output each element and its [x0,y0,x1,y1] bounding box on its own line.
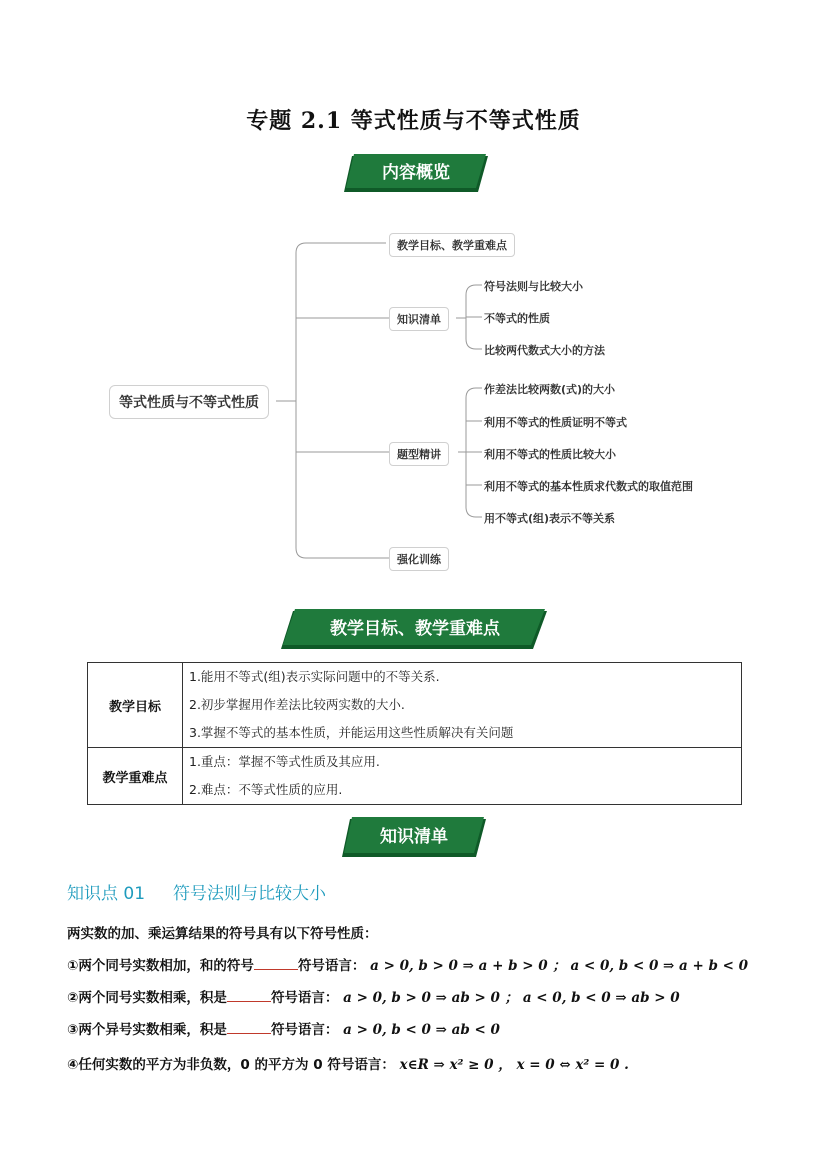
content-item [67,1018,500,1038]
mindmap-branch-problems: 题型精讲 [389,442,449,466]
fill-blank[interactable] [227,1021,271,1034]
content-item-label: 符号语言： [297,958,366,974]
objective-line: 2.初步掌握用作差法比较两实数的大小. [189,697,405,712]
mindmap-leaf: 比较两代数式大小的方法 [484,344,605,357]
knowledge-point-title: 符号法则与比较大小 [173,884,327,904]
content-item [67,986,680,1006]
table-content-cell [183,663,742,748]
math-expression: x∈R ⇒ x² ≥ 0 ， x = 0 ⇔ x² = 0 . [399,1057,629,1073]
mindmap-leaf: 利用不等式的基本性质求代数式的取值范围 [484,480,693,493]
content-item-label: 符号语言： [270,990,339,1006]
objective-line: 1.能用不等式(组)表示实际问题中的不等关系. [189,669,440,684]
knowledge-point-number: 知识点 01 [67,884,146,904]
math-expression: a > 0, b > 0 ⇒ a + b > 0 ； a < 0, b < 0 ⇒ a + b < 0 [370,958,749,974]
table-row [88,748,742,805]
content-item-text: ④任何实数的平方为非负数，0 的平方为 0 符号语言： [67,1057,395,1073]
content-item-text: ①两个同号实数相加，和的符号 [67,958,254,974]
content-item-label: 符号语言： [270,1022,339,1038]
content-item [67,954,748,974]
table-content-cell [183,748,742,805]
content-item-text: ③两个异号实数相乘，积是 [67,1022,227,1038]
mindmap-leaf: 不等式的性质 [484,312,550,325]
mindmap-branch-knowledge: 知识清单 [389,307,449,331]
mindmap-root: 等式性质与不等式性质 [109,385,269,419]
math-expression: a > 0, b < 0 ⇒ ab < 0 [343,1022,500,1038]
objective-line: 3.掌握不等式的基本性质，并能运用这些性质解决有关问题 [189,725,514,740]
objective-line: 2.难点：不等式性质的应用. [189,782,343,797]
page-title: 专题 2.1 等式性质与不等式性质 [246,108,581,134]
mindmap-leaf: 用不等式(组)表示不等关系 [484,512,616,525]
table-row [88,663,742,748]
math-expression: a > 0, b > 0 ⇒ ab > 0 ； a < 0, b < 0 ⇒ ab > 0 [343,990,680,1006]
banner-knowledge [342,817,488,857]
fill-blank[interactable] [254,957,298,970]
mindmap-leaf: 利用不等式的性质证明不等式 [484,416,627,429]
mindmap-branch-training: 强化训练 [389,547,449,571]
mindmap-leaf: 利用不等式的性质比较大小 [484,448,616,461]
banner-knowledge-shape [342,817,488,859]
content-item-text: ②两个同号实数相乘，积是 [67,990,227,1006]
mindmap-leaf: 作差法比较两数(式)的大小 [484,383,616,396]
content-item [67,1053,629,1073]
content-intro: 两实数的加、乘运算结果的符号具有以下符号性质： [67,926,378,942]
fill-blank[interactable] [227,989,271,1002]
mindmap-branch-objectives: 教学目标、教学重难点 [389,233,515,257]
objective-line: 1.重点：掌握不等式性质及其应用. [189,754,380,769]
knowledge-point-heading [67,879,354,904]
table-header-cell: 教学重难点 [88,748,183,805]
banner-knowledge-label: 知识清单 [380,827,448,847]
mindmap-leaf: 符号法则与比较大小 [484,280,583,293]
objectives-table [87,662,742,805]
banner-objectives-shape [281,609,549,651]
banner-objectives-label: 教学目标、教学重难点 [330,619,500,639]
banner-overview-label: 内容概览 [382,163,450,183]
banner-objectives [281,609,549,649]
table-header-cell: 教学目标 [88,663,183,748]
